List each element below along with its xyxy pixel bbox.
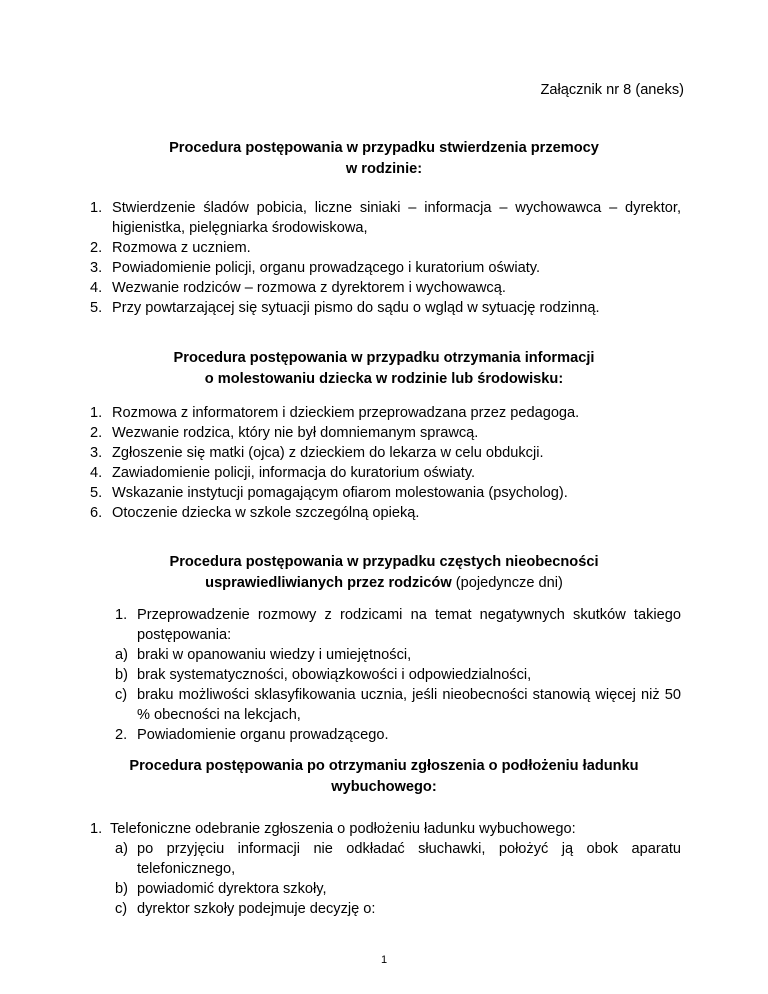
list-item-number: 2. — [90, 425, 103, 441]
list-item-text: Przy powtarzającej się sytuacji pismo do sądu o wgląd w sytuację rodzinną. — [112, 300, 600, 316]
list-item-text: Rozmowa z informatorem i dzieckiem przeprowadzana przez pedagoga. — [112, 405, 580, 421]
list-item — [115, 685, 681, 725]
section-1-title-line-2: w rodzinie: — [345, 161, 423, 177]
section-4-title — [0, 756, 768, 798]
list-item — [90, 503, 681, 523]
list-item-number: 2. — [90, 240, 103, 256]
list-item — [115, 725, 681, 745]
list-item-text: brak systematyczności, obowiązkowości i odpowiedzialności, — [137, 667, 532, 683]
list-item-number: 4. — [90, 465, 103, 481]
page-number: 1 — [380, 954, 388, 966]
list-item-number: 5. — [90, 300, 103, 316]
section-3-title-line-2-normal: (pojedyncze dni) — [451, 575, 563, 591]
list-item-number: c) — [115, 687, 128, 703]
section-1-title — [0, 138, 768, 180]
list-item-number: b) — [115, 881, 128, 897]
list-item-text: braku możliwości sklasyfikowania ucznia, jeśli nieobecności stanowią więcej niż 50 % obecności na lekcjach, — [137, 687, 681, 723]
section-2-title-line-1: Procedura postępowania w przypadku otrzymania informacji — [173, 350, 595, 366]
list-item-number: 2. — [115, 727, 128, 743]
section-3-title — [0, 552, 768, 594]
list-item-text: Zgłoszenie się matki (ojca) z dzieckiem do lekarza w celu obdukcji. — [112, 445, 544, 461]
list-item — [90, 483, 681, 503]
list-item-number: 5. — [90, 485, 103, 501]
list-item-text: Stwierdzenie śladów pobicia, liczne siniaki – informacja – wychowawca – dyrektor, higienistka, pielęgniarka środowiskowa, — [112, 200, 681, 236]
list-item-text: powiadomić dyrektora szkoły, — [137, 881, 327, 897]
list-item — [115, 839, 681, 879]
list-item — [90, 278, 681, 298]
list-item-number: 1. — [90, 405, 103, 421]
list-item-number: 1. — [115, 607, 128, 623]
section-3-title-line-2-bold: usprawiedliwianych przez rodziców — [205, 575, 452, 591]
list-item-number: 3. — [90, 445, 103, 461]
section-3-title-line-1: Procedura postępowania w przypadku częstych nieobecności — [169, 554, 599, 570]
list-item-text: Zawiadomienie policji, informacja do kuratorium oświaty. — [112, 465, 476, 481]
list-item — [115, 605, 681, 645]
section-3-list — [0, 605, 768, 745]
list-item-number: 1. — [90, 821, 103, 837]
list-item — [90, 238, 681, 258]
list-item — [115, 899, 681, 919]
list-item-number: 1. — [90, 200, 103, 216]
list-item-text: dyrektor szkoły podejmuje decyzję o: — [137, 901, 376, 917]
list-item-text: Otoczenie dziecka w szkole szczególną opieką. — [112, 505, 420, 521]
list-item-number: a) — [115, 647, 128, 663]
annex-label: Załącznik nr 8 (aneks) — [540, 82, 684, 98]
list-item-text: Wezwanie rodziców – rozmowa z dyrektorem i wychowawcą. — [112, 280, 506, 296]
list-item-number: 4. — [90, 280, 103, 296]
section-2-title-line-2: o molestowaniu dziecka w rodzinie lub środowisku: — [204, 371, 564, 387]
list-item-text: po przyjęciu informacji nie odkładać słuchawki, położyć ją obok aparatu telefonicznego, — [137, 841, 681, 877]
list-item — [115, 665, 681, 685]
list-item-text: Powiadomienie policji, organu prowadzącego i kuratorium oświaty. — [112, 260, 541, 276]
list-item-text: Przeprowadzenie rozmowy z rodzicami na temat negatywnych skutków takiego postępowania: — [137, 607, 681, 643]
section-4-title-line-2: wybuchowego: — [331, 779, 437, 795]
section-2-title — [0, 348, 768, 390]
section-2-list — [0, 403, 768, 523]
list-item — [90, 423, 681, 443]
list-item-number: b) — [115, 667, 128, 683]
list-item-text: Powiadomienie organu prowadzącego. — [137, 727, 389, 743]
list-item — [90, 819, 681, 839]
section-1-title-line-1: Procedura postępowania w przypadku stwierdzenia przemocy — [169, 140, 599, 156]
list-item — [90, 443, 681, 463]
list-item — [90, 258, 681, 278]
section-4-title-line-1: Procedura postępowania po otrzymaniu zgłoszenia o podłożeniu ładunku — [129, 758, 639, 774]
list-item-text: Telefoniczne odebranie zgłoszenia o podłożeniu ładunku wybuchowego: — [110, 821, 576, 837]
list-item — [90, 403, 681, 423]
list-item-text: Wskazanie instytucji pomagającym ofiarom molestowania (psycholog). — [112, 485, 568, 501]
list-item-text: braki w opanowaniu wiedzy i umiejętności, — [137, 647, 412, 663]
list-item-number: a) — [115, 841, 128, 857]
list-item-number: 6. — [90, 505, 103, 521]
list-item — [115, 879, 681, 899]
list-item — [115, 645, 681, 665]
list-item-number: c) — [115, 901, 128, 917]
list-item — [90, 463, 681, 483]
list-item — [90, 198, 681, 238]
section-4-list — [0, 819, 768, 919]
list-item-text: Wezwanie rodzica, który nie był domniemanym sprawcą. — [112, 425, 479, 441]
list-item — [90, 298, 681, 318]
section-1-list — [0, 198, 768, 318]
list-item-text: Rozmowa z uczniem. — [112, 240, 251, 256]
list-item-number: 3. — [90, 260, 103, 276]
